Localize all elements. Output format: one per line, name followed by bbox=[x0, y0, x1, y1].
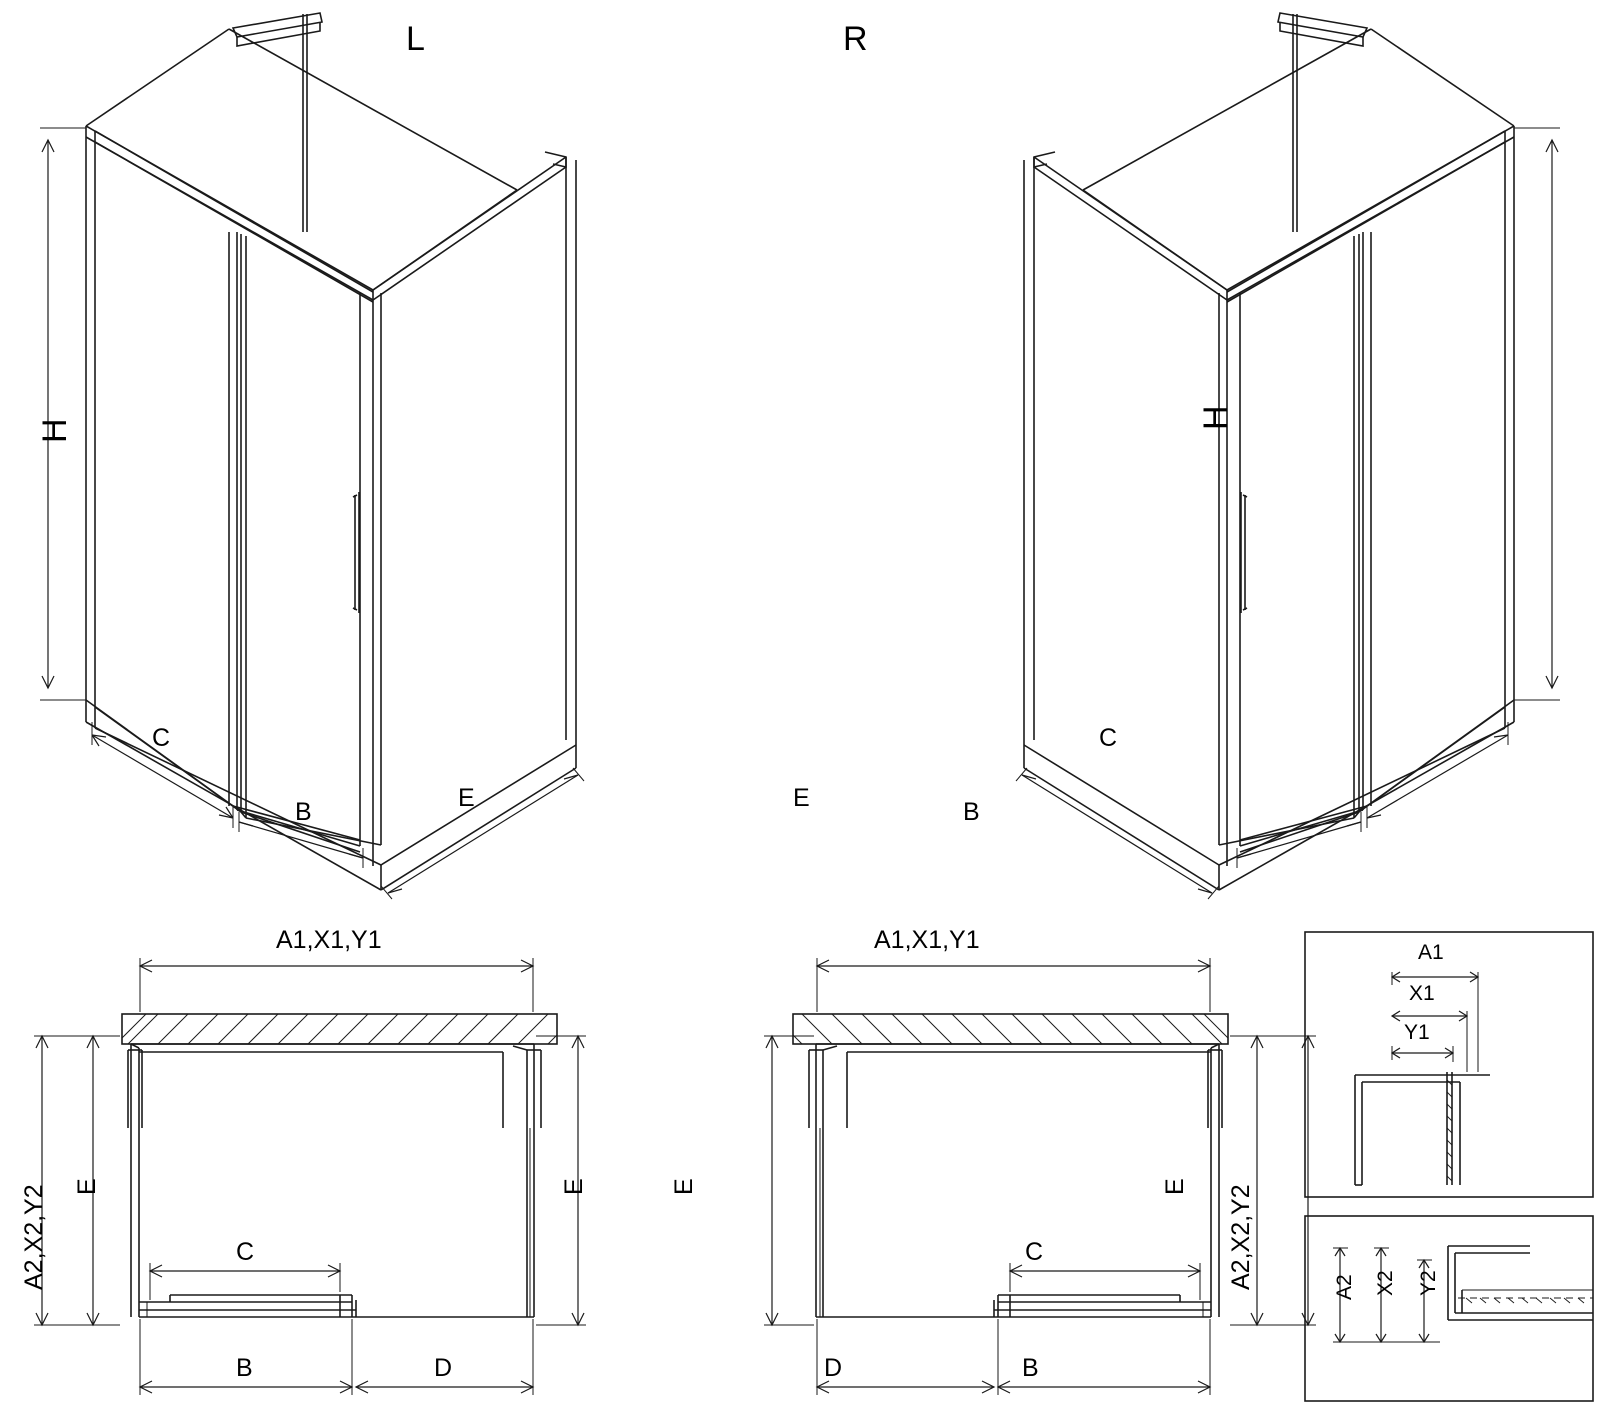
plan-right-side-dimension-label: A2,X2,Y2 bbox=[1227, 1184, 1255, 1290]
plan-left-d-label: D bbox=[434, 1354, 453, 1382]
plan-left-top-dimension-label: A1,X1,Y1 bbox=[276, 926, 382, 954]
detail-bottom-box bbox=[1305, 1216, 1593, 1401]
plan-left-c-label: C bbox=[236, 1238, 255, 1266]
plan-left-e-right-label: E bbox=[560, 1178, 588, 1195]
detail-top-box bbox=[1305, 932, 1593, 1197]
plan-left-b-label: B bbox=[236, 1354, 253, 1382]
iso-right-e-label: E bbox=[793, 784, 810, 812]
iso-left-e-label: E bbox=[458, 784, 475, 812]
iso-left-b-label: B bbox=[295, 798, 312, 826]
plan-right-c-label: C bbox=[1025, 1238, 1044, 1266]
plan-left-e-left-label: E bbox=[73, 1178, 101, 1195]
iso-right-b-label: B bbox=[963, 798, 980, 826]
detail-top-y1-label: Y1 bbox=[1404, 1021, 1430, 1044]
iso-right-variant-label: R bbox=[843, 20, 868, 58]
plan-right-b-label: B bbox=[1022, 1354, 1039, 1382]
detail-bottom-y2-label: Y2 bbox=[1417, 1270, 1440, 1296]
detail-top-x1-label: X1 bbox=[1409, 982, 1435, 1005]
iso-right-height-label: H bbox=[1197, 405, 1235, 430]
plan-right-e-right-label: E bbox=[1161, 1178, 1189, 1195]
plan-right-top-dimension-label: A1,X1,Y1 bbox=[874, 926, 980, 954]
iso-left-variant-label: L bbox=[406, 20, 425, 58]
iso-right-c-label: C bbox=[1099, 724, 1118, 752]
plan-right-view bbox=[764, 958, 1316, 1395]
plan-left-view bbox=[34, 958, 586, 1395]
iso-left-height-label: H bbox=[36, 418, 74, 443]
plan-right-e-left-label: E bbox=[670, 1178, 698, 1195]
plan-left-side-dimension-label: A2,X2,Y2 bbox=[20, 1184, 48, 1290]
detail-bottom-a2-label: A2 bbox=[1333, 1274, 1356, 1300]
iso-left-view bbox=[36, 13, 584, 899]
iso-right-view bbox=[1016, 13, 1560, 899]
detail-top-a1-label: A1 bbox=[1418, 941, 1444, 964]
plan-right-d-label: D bbox=[824, 1354, 843, 1382]
detail-bottom-x2-label: X2 bbox=[1374, 1270, 1397, 1296]
iso-left-c-label: C bbox=[152, 724, 171, 752]
